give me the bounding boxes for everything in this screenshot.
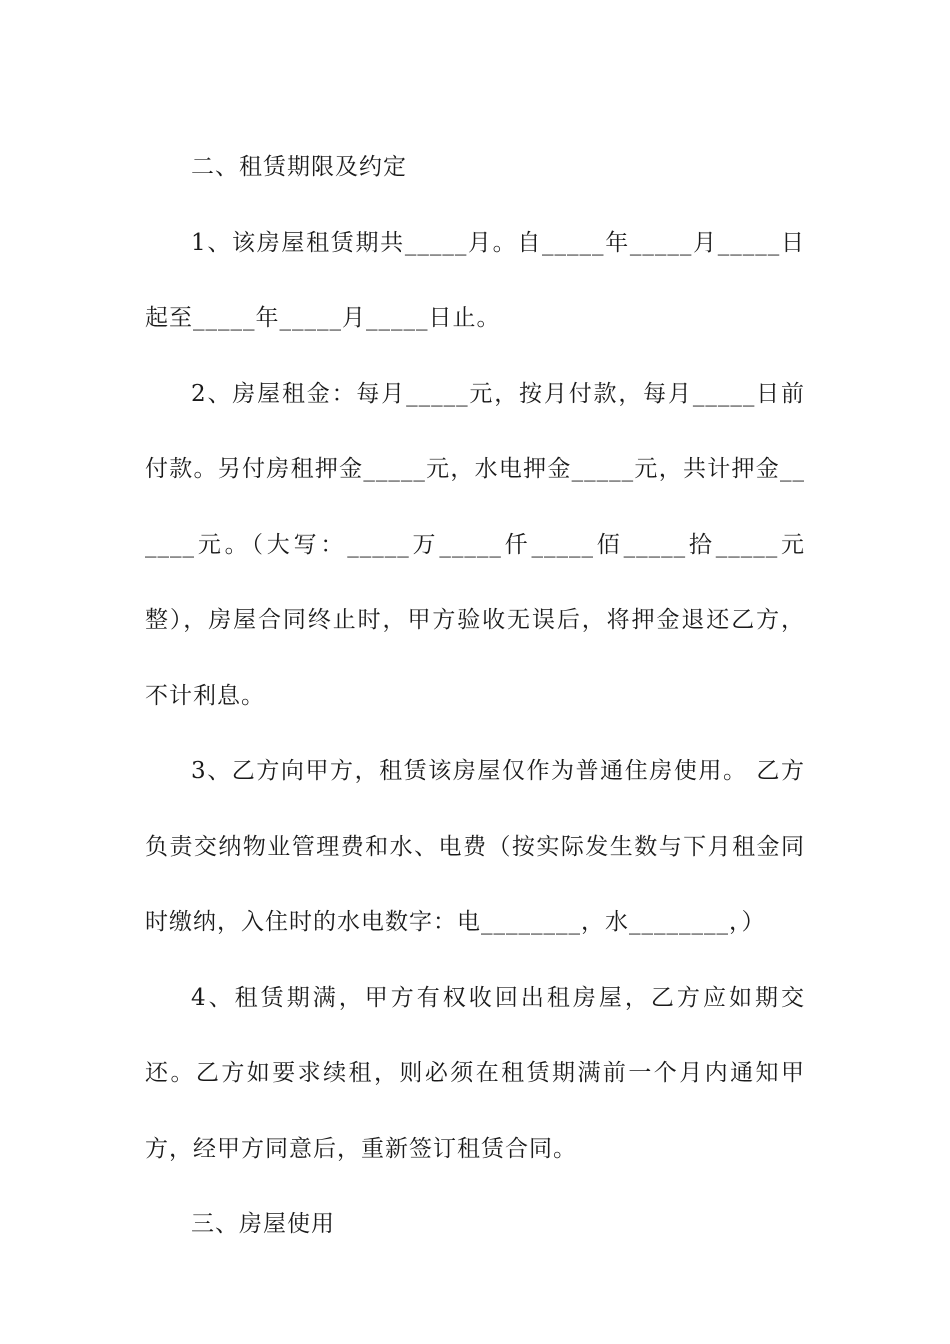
section-heading-lease-term: 二、租赁期限及约定 xyxy=(191,154,407,180)
clause-rent-deposit: 2、房屋租金：每月_____元，按月付款，每月_____日前付款。另付房租押金_____元，水电押金_____元，共计押金______元。（大写：_____万_____仟_____佰_____拾_____元整），房屋合同终止时，甲方验收无误后，将押金退还乙方，不计利息。 xyxy=(145,380,805,709)
clause-lease-expiry: 4、租赁期满，甲方有权收回出租房屋，乙方应如期交还。乙方如要求续租，则必须在租赁期满前一个月内通知甲方，经甲方同意后，重新签订租赁合同。 xyxy=(145,984,805,1162)
section-heading-house-use: 三、房屋使用 xyxy=(191,1211,335,1237)
clause-lease-period: 1、该房屋租赁期共_____月。自_____年_____月_____日起至_____年_____月_____日止。 xyxy=(145,229,805,331)
document-body xyxy=(145,130,805,1263)
clause-usage-fees: 3、乙方向甲方，租赁该房屋仅作为普通住房使用。 乙方负责交纳物业管理费和水、电费（按实际发生数与下月租金同时缴纳，入住时的水电数字：电________，水________，） xyxy=(145,758,805,935)
